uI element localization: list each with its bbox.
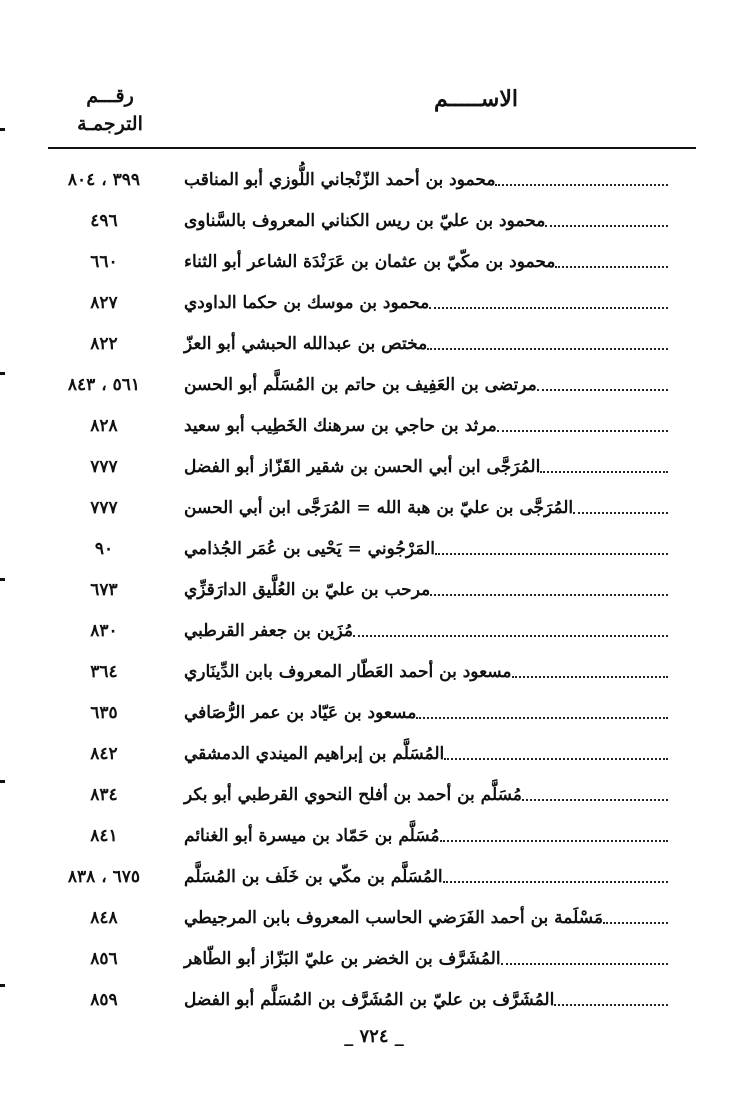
entry-name: المَرْجُوني = يَحْيى بن عُمَر الجُذامي (184, 539, 435, 559)
entry-name-line (178, 939, 668, 979)
number-header-line1: رقـــم (86, 85, 134, 107)
dot-leader (353, 635, 668, 637)
entry-number: ٨٤١ (90, 826, 118, 846)
index-entry (0, 734, 748, 774)
entry-name-line (178, 980, 668, 1020)
entry-name-line (178, 365, 668, 405)
entry-name: المُرَجَّى ابن أبي الحسن بن شقير القَزّاز أبو الفضل (184, 457, 541, 477)
entry-name: المُشَرَّف بن الخضر بن عليّ البَزّاز أبو الطّاهر (184, 949, 501, 969)
entry-name: مرتضى بن العَفِيف بن حاتم بن المُسَلَّم أبو الحسن (184, 375, 537, 395)
entry-number: ٥٦١ ، ٨٤٣ (67, 375, 141, 395)
name-column-header: الاســـــم (434, 86, 518, 112)
header-rule (48, 147, 696, 149)
index-entry (0, 201, 748, 241)
dot-leader (537, 389, 668, 391)
entry-name: مختص بن عبدالله الحبشي أبو العزّ (184, 334, 428, 354)
entry-name-line (178, 406, 668, 446)
entry-name-line (178, 283, 668, 323)
entry-number: ٨٤٨ (90, 908, 118, 928)
entry-name: مرحب بن عليّ بن العُلَّيق الدارَقزِّي (184, 580, 431, 600)
entry-name-line (178, 775, 668, 815)
entry-name: محمود بن أحمد الزّنْجاني اللُّوزي أبو المناقب (184, 170, 496, 190)
entry-number: ٣٦٤ (90, 662, 118, 682)
dot-leader (429, 307, 668, 309)
dot-leader (497, 430, 668, 432)
index-entry (0, 529, 748, 569)
index-entry (0, 939, 748, 979)
entry-name: مسعود بن أحمد العَطّار المعروف بابن الدِّينَاري (184, 662, 512, 682)
margin-mark (0, 128, 5, 131)
number-header-line2: الترجمـة (77, 113, 143, 135)
dot-leader (427, 348, 668, 350)
entry-number: ٦٧٥ ، ٨٣٨ (67, 867, 141, 887)
entry-number: ٧٧٧ (90, 498, 118, 518)
index-entry (0, 324, 748, 364)
dot-leader (443, 881, 668, 883)
dot-leader (501, 963, 668, 965)
dot-leader (573, 512, 668, 514)
index-entry (0, 160, 748, 200)
index-entry (0, 898, 748, 938)
entry-name: مُسَلَّم بن حَمّاد بن ميسرة أبو الغنائم (184, 826, 440, 846)
entry-number: ٦٦٠ (90, 252, 118, 272)
entry-name: مَسْلَمة بن أحمد الفَرَضي الحاسب المعروف بابن المرجيطي (184, 908, 603, 928)
entry-number: ٨٣٤ (90, 785, 118, 805)
entry-name: محمود بن عليّ بن ريس الكناني المعروف بالسَّناوى (184, 211, 546, 231)
index-entry (0, 283, 748, 323)
margin-mark (0, 372, 5, 375)
entry-name-line (178, 734, 668, 774)
dot-leader (555, 266, 668, 268)
dot-leader (440, 840, 668, 842)
entry-number: ٣٩٩ ، ٨٠٤ (67, 170, 141, 190)
entry-name: المُرَجَّى بن عليّ بن هبة الله = المُرَجَّى ابن أبي الحسن (184, 498, 574, 518)
entry-number: ٨٥٦ (90, 949, 118, 969)
number-column-header (62, 82, 158, 138)
dot-leader (444, 758, 668, 760)
entry-name-line (178, 816, 668, 856)
dot-leader (435, 553, 668, 555)
dot-leader (603, 922, 668, 924)
entry-name-line (178, 242, 668, 282)
entry-number: ٨٥٩ (90, 990, 118, 1010)
index-entry (0, 816, 748, 856)
entry-number: ٨٢٢ (90, 334, 118, 354)
dot-leader (545, 225, 668, 227)
entry-name-line (178, 898, 668, 938)
entry-name-line (178, 201, 668, 241)
entry-name: مُزَين بن جعفر القرطبي (184, 621, 353, 641)
index-entry (0, 488, 748, 528)
entry-name-line (178, 693, 668, 733)
entry-name-line (178, 857, 668, 897)
entry-name-line (178, 652, 668, 692)
entry-number: ٦٣٥ (90, 703, 118, 723)
index-entry (0, 652, 748, 692)
entry-name: المُسَلَّم بن إبراهيم الميندي الدمشقي (184, 744, 445, 764)
margin-mark (0, 578, 5, 581)
entry-number: ٨٣٠ (90, 621, 118, 641)
margin-mark (0, 780, 5, 783)
entry-name: محمود بن موسك بن حكما الداودي (184, 293, 430, 313)
index-entry (0, 447, 748, 487)
entry-name: محمود بن مكّيّ بن عثمان بن عَرَنْدَة الشاعر أبو الثناء (184, 252, 556, 272)
dot-leader (540, 471, 668, 473)
entry-number: ٨٢٧ (90, 293, 118, 313)
index-entry (0, 406, 748, 446)
dot-leader (554, 1004, 668, 1006)
margin-mark (0, 984, 5, 987)
index-entry (0, 365, 748, 405)
entry-name-line (178, 570, 668, 610)
index-entry (0, 570, 748, 610)
entry-number: ٦٧٣ (90, 580, 118, 600)
entry-name-line (178, 611, 668, 651)
entry-name-line (178, 447, 668, 487)
entry-name: المُشَرَّف بن عليّ بن المُشَرَّف بن المُسَلَّم أبو الفضل (184, 990, 555, 1010)
entry-number: ٨٢٨ (90, 416, 118, 436)
index-entry (0, 857, 748, 897)
dot-leader (430, 594, 668, 596)
index-entry (0, 775, 748, 815)
entry-number: ٩٠ (94, 539, 114, 559)
entry-name-line (178, 529, 668, 569)
dot-leader (522, 799, 668, 801)
entry-name: مرثد بن حاجي بن سرهنك الخَطِيب أبو سعيد (184, 416, 497, 436)
entry-name-line (178, 488, 668, 528)
index-entry (0, 611, 748, 651)
index-entry (0, 693, 748, 733)
entry-name: المُسَلَّم بن مكّي بن خَلَف بن المُسَلَّم (184, 867, 443, 887)
entry-name-line (178, 324, 668, 364)
entry-number: ٤٩٦ (90, 211, 118, 231)
entry-name-line (178, 160, 668, 200)
index-entry (0, 980, 748, 1020)
dot-leader (416, 717, 668, 719)
entry-number: ٨٤٢ (90, 744, 118, 764)
dot-leader (512, 676, 668, 678)
entry-name: مسعود بن عَيّاد بن عمر الرُّصَافي (184, 703, 417, 723)
index-entry (0, 242, 748, 282)
entry-number: ٧٧٧ (90, 457, 118, 477)
entry-name: مُسَلَّم بن أحمد بن أفلح النحوي القرطبي أبو بكر (184, 785, 522, 805)
dot-leader (495, 184, 668, 186)
page-number: _ ٧٢٤ _ (344, 1026, 404, 1047)
